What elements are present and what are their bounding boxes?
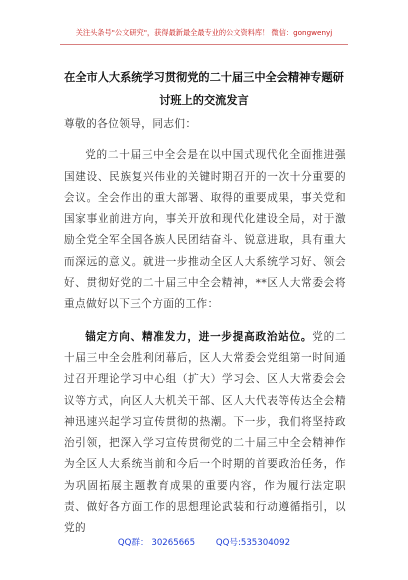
document-title	[58, 66, 350, 112]
paragraph-2-lead: 锚定方向、精准发力，进一步提高政治站位。	[85, 330, 313, 343]
document-body	[64, 114, 346, 540]
header-divider	[60, 44, 348, 45]
footer-qq-group: QQ群： 30265665	[117, 538, 196, 548]
header-banner: 关注头条号"公文研究"，获得最新最全最专业的公文资料库！ 微信：gongwenyj	[75, 28, 333, 37]
paragraph-2-text: 党的二十届三中全会胜利闭幕后，区人大常委会党组第一时间通过召开理论学习中心组（扩大）学习会、区人大常委会会议等方式，向区人大机关干部、区人大代表等传达全会精神迅速兴起学习宣传贯彻的热潮。下一步，我们将坚持政治引领，把深入学习宣传贯彻党的二十届三中全会精神作为全区人大系统当前和今后一个时期的首要政治任务，作为巩固拓展主题教育成果的重要内容，作为履行法定职责、做好各方面工作的思想理论武装和行动遵循指引，以党的	[64, 330, 346, 535]
footer-contact	[0, 536, 408, 548]
paragraph-2	[64, 327, 346, 540]
paragraph-1: 党的二十届三中全会是在以中国式现代化全面推进强国建设、民族复兴伟业的关键时期召开的一次十分重要的会议。全会作出的重大部署、取得的重要成果，事关党和国家事业前进方向，事关开放和现代化建设全局，对于激励全党全军全国各族人民团结奋斗、锐意进取，具有重大而深远的意义。就进一步推动全区人大系统学习好、领会好、贯彻好党的二十届三中全会精神，**区人大常委会将重点做好以下三个方面的工作：	[64, 149, 346, 311]
salutation: 尊敬的各位领导，同志们：	[64, 118, 197, 130]
title-line-2: 讨班上的交流发言	[159, 94, 249, 107]
title-line-1: 在全市人大系统学习贯彻党的二十届三中全会精神专题研	[64, 71, 344, 84]
footer-qq-number: QQ号:535304092	[215, 538, 291, 548]
